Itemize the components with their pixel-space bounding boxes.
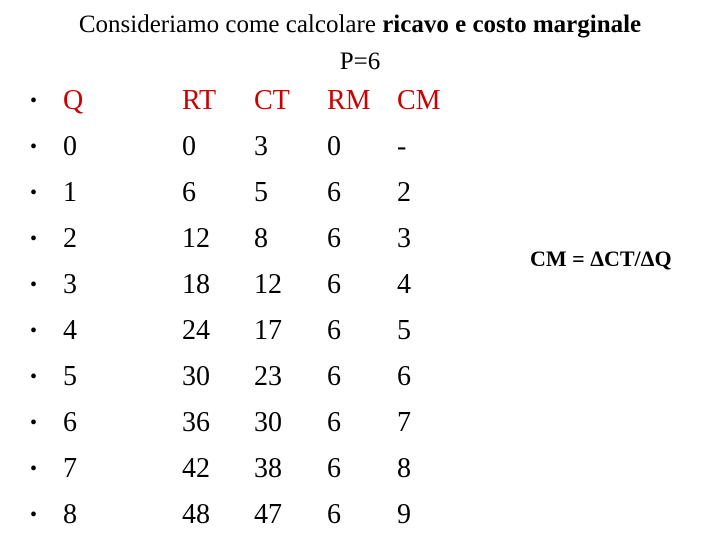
table-row — [0, 400, 520, 446]
cell-cm: 5 — [397, 315, 411, 346]
bullet: • — [30, 458, 38, 480]
cell-q: 0 — [63, 131, 77, 162]
cell-rm: 6 — [327, 407, 341, 438]
cell-rt: 6 — [182, 177, 196, 208]
cell-q: 7 — [63, 453, 77, 484]
cell-ct: 8 — [254, 223, 268, 254]
cell-rt: 18 — [182, 269, 210, 300]
cell-ct: 12 — [254, 269, 282, 300]
bullet: • — [30, 320, 38, 342]
cell-q: 3 — [63, 269, 77, 300]
cell-cm: - — [397, 131, 407, 162]
title-prefix: Consideriamo come calcolare — [78, 11, 383, 38]
bullet: • — [30, 412, 38, 434]
title-bold: ricavo e costo marginale — [382, 11, 642, 38]
marginal-cost-formula: CM = ΔCT/ΔQ — [530, 246, 672, 271]
cell-rt: 12 — [182, 223, 210, 254]
header-rt: RT — [182, 85, 217, 116]
cell-q: 8 — [63, 499, 77, 530]
cell-rm: 6 — [327, 269, 341, 300]
cell-rm: 0 — [327, 131, 341, 162]
cell-rm: 6 — [327, 453, 341, 484]
cell-q: 2 — [63, 223, 77, 254]
cell-rm: 6 — [327, 315, 341, 346]
cell-cm: 9 — [397, 499, 411, 530]
table-row — [0, 262, 520, 308]
cell-ct: 23 — [254, 361, 282, 392]
cell-cm: 2 — [397, 177, 411, 208]
bullet: • — [30, 228, 38, 250]
cell-q: 1 — [63, 177, 77, 208]
cell-rm: 6 — [327, 499, 341, 530]
table-row — [0, 216, 520, 262]
price-label: P=6 — [339, 48, 381, 75]
cell-ct: 17 — [254, 315, 282, 346]
cell-cm: 8 — [397, 453, 411, 484]
cell-rm: 6 — [327, 361, 341, 392]
cell-cm: 6 — [397, 361, 411, 392]
table-row — [0, 308, 520, 354]
cell-cm: 3 — [397, 223, 411, 254]
table-row — [0, 446, 520, 492]
cell-rt: 0 — [182, 131, 196, 162]
cell-rt: 48 — [182, 499, 210, 530]
cell-ct: 30 — [254, 407, 282, 438]
bullet: • — [30, 504, 38, 526]
cell-rm: 6 — [327, 177, 341, 208]
table-header-row — [0, 78, 520, 124]
cell-ct: 5 — [254, 177, 268, 208]
table-row — [0, 492, 520, 538]
cell-ct: 3 — [254, 131, 268, 162]
cell-rt: 36 — [182, 407, 210, 438]
header-ct: CT — [254, 85, 290, 116]
cell-ct: 47 — [254, 499, 282, 530]
slide-title — [0, 10, 720, 40]
table-row — [0, 170, 520, 216]
header-q: Q — [63, 85, 84, 116]
cell-q: 5 — [63, 361, 77, 392]
cell-q: 4 — [63, 315, 77, 346]
cell-cm: 4 — [397, 269, 411, 300]
bullet: • — [30, 90, 38, 112]
cell-rt: 24 — [182, 315, 210, 346]
table-row — [0, 354, 520, 400]
bullet: • — [30, 366, 38, 388]
bullet: • — [30, 136, 38, 158]
bullet: • — [30, 274, 38, 296]
cell-cm: 7 — [397, 407, 411, 438]
table-row — [0, 124, 520, 170]
header-rm: RM — [327, 85, 371, 116]
cell-rm: 6 — [327, 223, 341, 254]
header-cm: CM — [397, 85, 441, 116]
cell-ct: 38 — [254, 453, 282, 484]
cell-rt: 30 — [182, 361, 210, 392]
bullet: • — [30, 182, 38, 204]
cell-rt: 42 — [182, 453, 210, 484]
cell-q: 6 — [63, 407, 77, 438]
